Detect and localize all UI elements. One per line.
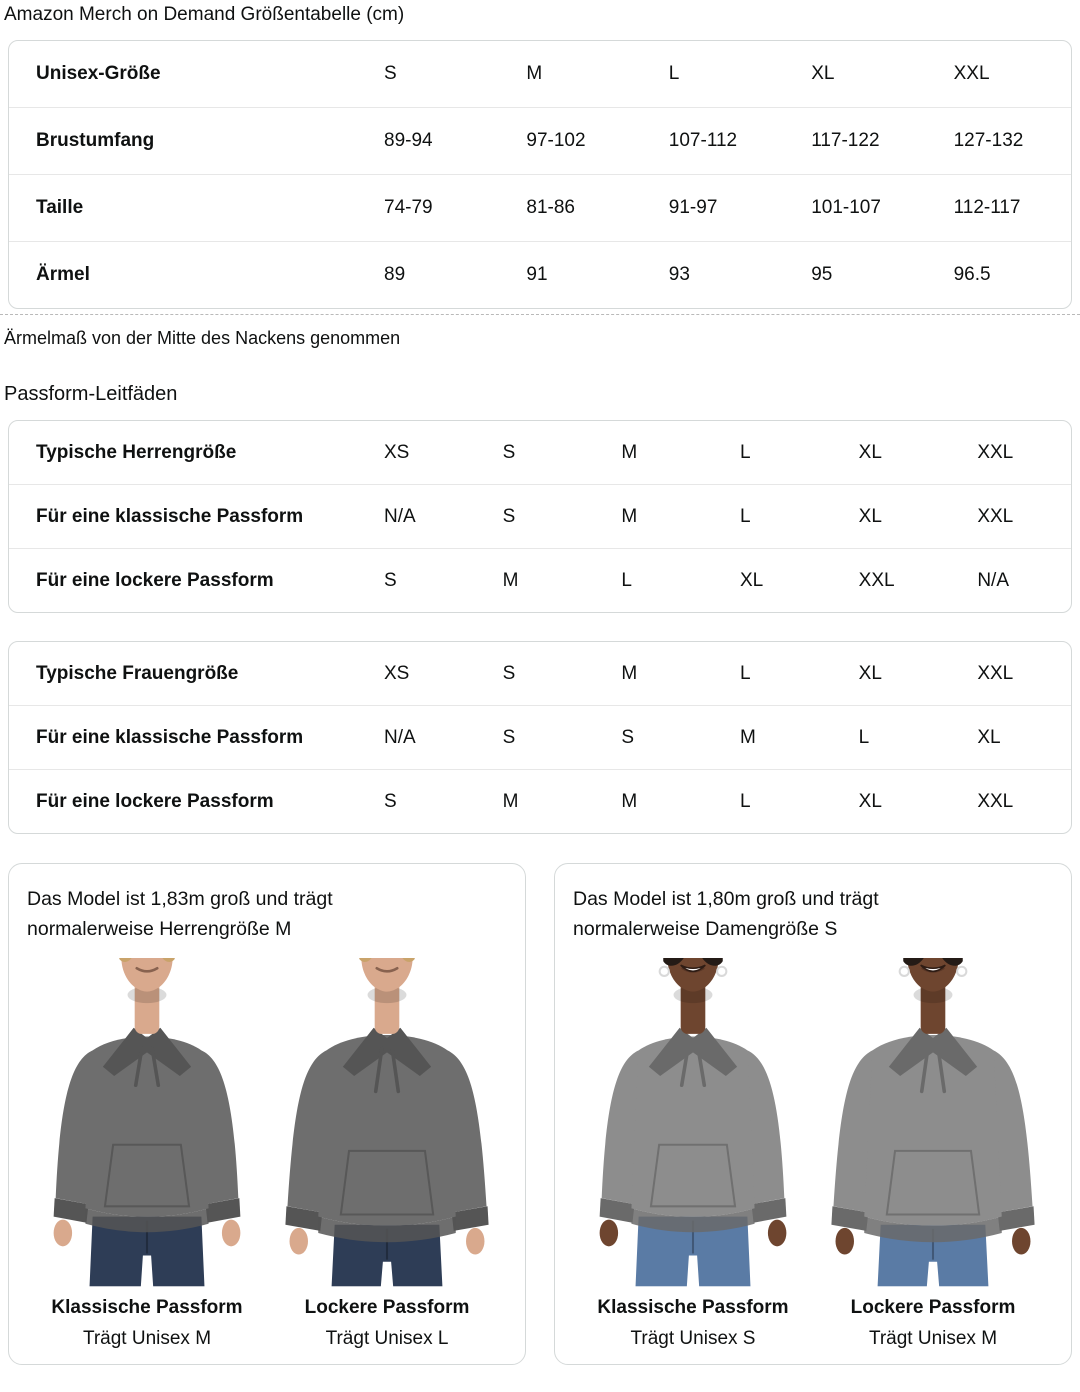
- fit-figure-loose: [267, 958, 507, 1349]
- page-title: Amazon Merch on Demand Größentabelle (cm): [4, 4, 405, 25]
- model-description-line1: Das Model ist 1,80m groß und trägt: [573, 888, 879, 910]
- mens-model-card: [8, 863, 526, 1365]
- size-value: XL: [977, 726, 1001, 748]
- size-value: M: [621, 441, 638, 463]
- model-description-line1: Das Model ist 1,83m groß und trägt: [27, 888, 333, 910]
- size-value: L: [621, 569, 632, 591]
- fit-figure-classic: [573, 958, 813, 1349]
- size-value: M: [502, 790, 519, 812]
- size-value: XXL: [977, 662, 1014, 684]
- size-value: XXL: [858, 569, 895, 591]
- model-description: [27, 884, 507, 944]
- measurement-value: 107-112: [668, 130, 738, 151]
- size-value: XS: [384, 662, 410, 684]
- fit-caption: Klassische Passform: [51, 1296, 243, 1318]
- measurement-value: 89-94: [384, 130, 433, 151]
- size-value: S: [384, 790, 397, 812]
- measurement-value: 101-107: [811, 197, 881, 218]
- sleeve-note: Ärmelmaß von der Mitte des Nackens genommen: [4, 328, 401, 348]
- row-label: Unisex-Größe: [36, 63, 161, 84]
- model-description-line2: normalerweise Herrengröße M: [27, 918, 292, 941]
- unisex-size-table: [8, 40, 1072, 309]
- fit-caption: Klassische Passform: [597, 1296, 789, 1318]
- measurement-value: 112-117: [953, 197, 1021, 218]
- fit-caption: Lockere Passform: [850, 1296, 1016, 1318]
- size-value: N/A: [384, 505, 416, 527]
- size-column-header: L: [668, 63, 680, 84]
- size-value: XL: [858, 505, 882, 527]
- size-value: XL: [858, 790, 882, 812]
- womens-model-card: [554, 863, 1072, 1365]
- size-value: L: [858, 726, 870, 748]
- row-label: Taille: [36, 197, 84, 218]
- size-value: S: [621, 726, 635, 748]
- table-row: [9, 107, 1071, 174]
- size-value: XS: [384, 441, 410, 463]
- row-label: Für eine lockere Passform: [36, 790, 274, 812]
- size-value: XL: [858, 662, 882, 684]
- table-row: [9, 642, 1071, 705]
- size-value: L: [739, 441, 751, 463]
- male-model-classic-fit-photo: [29, 958, 265, 1286]
- measurement-value: 97-102: [526, 130, 586, 151]
- size-value: XL: [858, 441, 882, 463]
- row-label: Typische Herrengröße: [36, 441, 237, 463]
- table-header-row: [9, 41, 1071, 107]
- size-value: XL: [739, 569, 764, 591]
- table-row: [9, 548, 1071, 612]
- size-caption: Trägt Unisex M: [868, 1327, 998, 1349]
- size-column-header: XL: [811, 63, 835, 84]
- fit-figure-classic: [27, 958, 267, 1349]
- row-label: Brustumfang: [36, 130, 155, 151]
- size-column-header: S: [384, 63, 397, 84]
- size-value: N/A: [384, 726, 416, 748]
- measurement-value: 93: [668, 264, 690, 285]
- size-value: S: [502, 441, 516, 463]
- row-label: Für eine lockere Passform: [36, 569, 274, 591]
- measurement-value: 91: [526, 264, 548, 285]
- size-value: M: [621, 790, 638, 812]
- size-value: M: [502, 569, 519, 591]
- measurement-value: 91-97: [668, 197, 718, 218]
- size-value: S: [502, 662, 516, 684]
- fit-figure-loose: [813, 958, 1053, 1349]
- size-value: XXL: [977, 441, 1014, 463]
- dashed-divider: [0, 314, 1080, 315]
- table-row: [9, 484, 1071, 548]
- model-description: [573, 884, 1053, 944]
- size-value: S: [384, 569, 397, 591]
- fit-caption: Lockere Passform: [304, 1296, 470, 1318]
- womens-fit-table: [8, 641, 1072, 834]
- measurement-value: 95: [811, 264, 833, 285]
- measurement-value: 117-122: [811, 130, 880, 151]
- row-label: Typische Frauengröße: [36, 662, 239, 684]
- size-caption: Trägt Unisex S: [630, 1327, 756, 1349]
- measurement-value: 89: [384, 264, 406, 285]
- measurement-value: 127-132: [953, 130, 1024, 151]
- female-model-classic-fit-photo: [575, 958, 811, 1286]
- fit-figures: [573, 958, 1053, 1349]
- size-value: M: [739, 726, 756, 748]
- measurement-value: 74-79: [384, 197, 433, 218]
- size-value: L: [739, 505, 751, 527]
- female-model-loose-fit-photo: [815, 958, 1051, 1286]
- table-row: [9, 241, 1071, 308]
- size-value: M: [621, 662, 638, 684]
- size-value: L: [739, 662, 751, 684]
- size-value: S: [502, 505, 516, 527]
- size-value: XXL: [977, 790, 1014, 812]
- size-value: M: [621, 505, 638, 527]
- size-caption: Trägt Unisex M: [82, 1327, 212, 1349]
- table-row: [9, 705, 1071, 769]
- measurement-value: 96.5: [953, 264, 991, 285]
- size-value: XXL: [977, 505, 1014, 527]
- mens-fit-table: [8, 420, 1072, 613]
- size-caption: Trägt Unisex L: [325, 1327, 449, 1349]
- size-value: L: [739, 790, 751, 812]
- size-column-header: XXL: [953, 63, 990, 84]
- model-cards-row: [8, 863, 1072, 1365]
- row-label: Für eine klassische Passform: [36, 726, 304, 748]
- male-model-loose-fit-photo: [269, 958, 505, 1286]
- size-value: S: [502, 726, 516, 748]
- measurement-value: 81-86: [526, 197, 575, 218]
- table-row: [9, 421, 1071, 484]
- fit-guides-heading: Passform-Leitfäden: [4, 383, 178, 405]
- size-column-header: M: [526, 63, 543, 84]
- table-row: [9, 174, 1071, 241]
- size-value: N/A: [977, 569, 1010, 591]
- fit-figures: [27, 958, 507, 1349]
- row-label: Ärmel: [36, 264, 90, 285]
- row-label: Für eine klassische Passform: [36, 505, 304, 527]
- model-description-line2: normalerweise Damengröße S: [573, 918, 838, 941]
- table-row: [9, 769, 1071, 833]
